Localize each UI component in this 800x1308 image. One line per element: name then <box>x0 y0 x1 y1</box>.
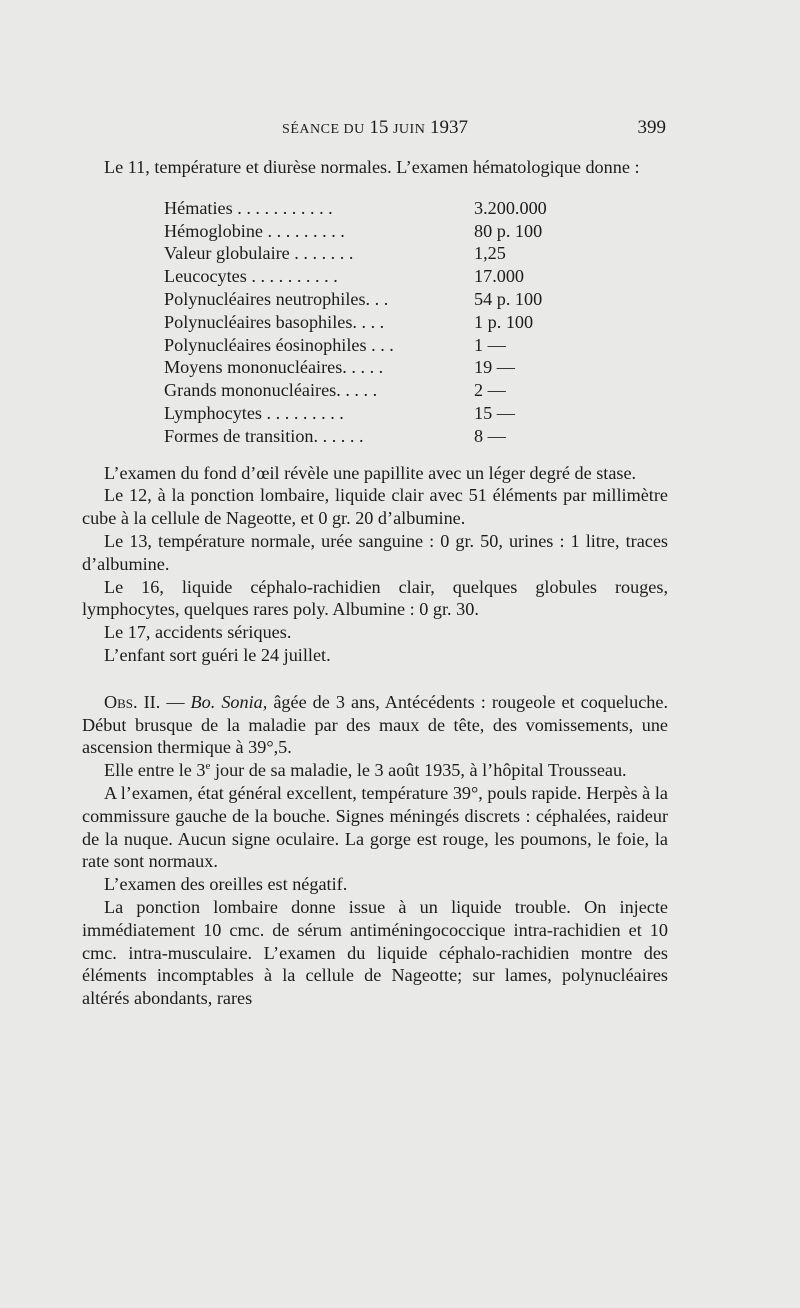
paragraph: Le 16, liquide céphalo-rachidien clair, quelques globules rouges, lymphocytes, quelques rares poly. Albumine : 0 gr. 30. <box>82 576 668 620</box>
table-label: Hématies . . . . . . . . . . . <box>164 197 333 218</box>
table-row <box>164 220 594 243</box>
paragraph: A l’examen, état général excellent, température 39°, pouls rapide. Herpès à la commissure gauche de la bouche. Signes méningés discrets : céphalées, raideur de la nuque. Aucun signe oculaire. La gorge est rouge, les poumons, le foie, la rate sont normaux. <box>82 782 668 872</box>
entry-text-after: jour de sa maladie, le 3 août 1935, à l’hôpital Trousseau. <box>210 760 627 781</box>
paragraph: L’enfant sort guéri le 24 juillet. <box>104 644 331 665</box>
paragraph: Le 17, accidents sériques. <box>104 622 292 643</box>
header-day: 15 <box>369 117 389 138</box>
table-row <box>164 197 594 220</box>
table-row <box>164 402 594 425</box>
table-label: Lymphocytes . . . . . . . . . <box>164 402 344 423</box>
paragraph: Le 12, à la ponction lombaire, liquide clair avec 51 éléments par millimètre cube à la cellule de Nageotte, et 0 gr. 20 d’albumine. <box>82 485 668 529</box>
table-value: 80 p. 100 <box>474 220 543 241</box>
table-label: Formes de transition. . . . . . <box>164 425 364 446</box>
table-row <box>164 425 594 448</box>
header-year: 1937 <box>429 117 468 138</box>
table-label: Polynucléaires neutrophiles. . . <box>164 288 389 309</box>
table-value: 3.200.000 <box>474 197 547 218</box>
table-row <box>164 265 594 288</box>
table-row <box>164 242 594 265</box>
table-row <box>164 288 594 311</box>
table-value: 54 p. 100 <box>474 288 543 309</box>
paragraph: L’examen des oreilles est négatif. <box>104 874 348 895</box>
hematology-table <box>164 197 594 448</box>
page-number: 399 <box>637 117 666 138</box>
paragraph: L’examen du fond d’œil révèle une papillite avec un léger degré de stase. <box>104 462 637 483</box>
observation-dash: — <box>160 691 191 712</box>
paragraph: Le 13, température normale, urée sanguine : 0 gr. 50, urines : 1 litre, traces d’albumine. <box>82 530 668 574</box>
table-label: Polynucléaires basophiles. . . . <box>164 311 385 332</box>
table-value: 19 — <box>474 357 515 378</box>
table-value: 8 — <box>474 425 506 446</box>
running-head <box>82 117 668 139</box>
table-label: Moyens mononucléaires. . . . . <box>164 357 384 378</box>
table-label: Leucocytes . . . . . . . . . . <box>164 266 338 287</box>
table-row <box>164 311 594 334</box>
header-title-prefix: SÉANCE DU <box>282 122 365 137</box>
table-value: 2 — <box>474 380 506 401</box>
table-value: 15 — <box>474 402 515 423</box>
table-row <box>164 334 594 357</box>
table-value: 1 — <box>474 334 506 355</box>
table-label: Valeur globulaire . . . . . . . <box>164 243 354 264</box>
observation-label: Obs. II. <box>104 691 161 712</box>
table-label: Grands mononucléaires. . . . . <box>164 380 378 401</box>
observation-text: âgée de 3 ans, Antécédents : rougeole et coqueluche. Début brusque de la maladie par des maux de tête, des vomissements, une ascension thermique à 39°,5. <box>82 691 668 758</box>
table-row <box>164 356 594 379</box>
table-label: Hémoglobine . . . . . . . . . <box>164 220 345 241</box>
table-value: 1,25 <box>474 243 506 264</box>
section-gap <box>82 667 668 691</box>
table-label: Polynucléaires éosinophiles . . . <box>164 334 394 355</box>
paragraph: La ponction lombaire donne issue à un liquide trouble. On injecte immédiatement 10 cmc. de sérum antiméningococcique intra-rachidien et 10 cmc. intra-musculaire. L’examen du liquide céphalo-rachidien montre des éléments incomptables à la cellule de Nageotte; sur lames, polynucléaires altérés abondants, rares <box>82 896 668 1009</box>
body-text <box>82 156 668 1010</box>
table-value: 17.000 <box>474 266 525 287</box>
entry-superscript: e <box>205 760 211 773</box>
patient-name: Bo. Sonia, <box>190 691 268 712</box>
paragraph: Le 11, température et diurèse normales. L’examen hématologique donne : <box>104 157 640 177</box>
header-month: JUIN <box>392 122 426 137</box>
observation-paragraph <box>82 691 668 759</box>
entry-text-before: Elle entre le 3 <box>104 760 206 781</box>
paragraph <box>82 759 668 782</box>
table-row <box>164 379 594 402</box>
table-value: 1 p. 100 <box>474 311 534 332</box>
